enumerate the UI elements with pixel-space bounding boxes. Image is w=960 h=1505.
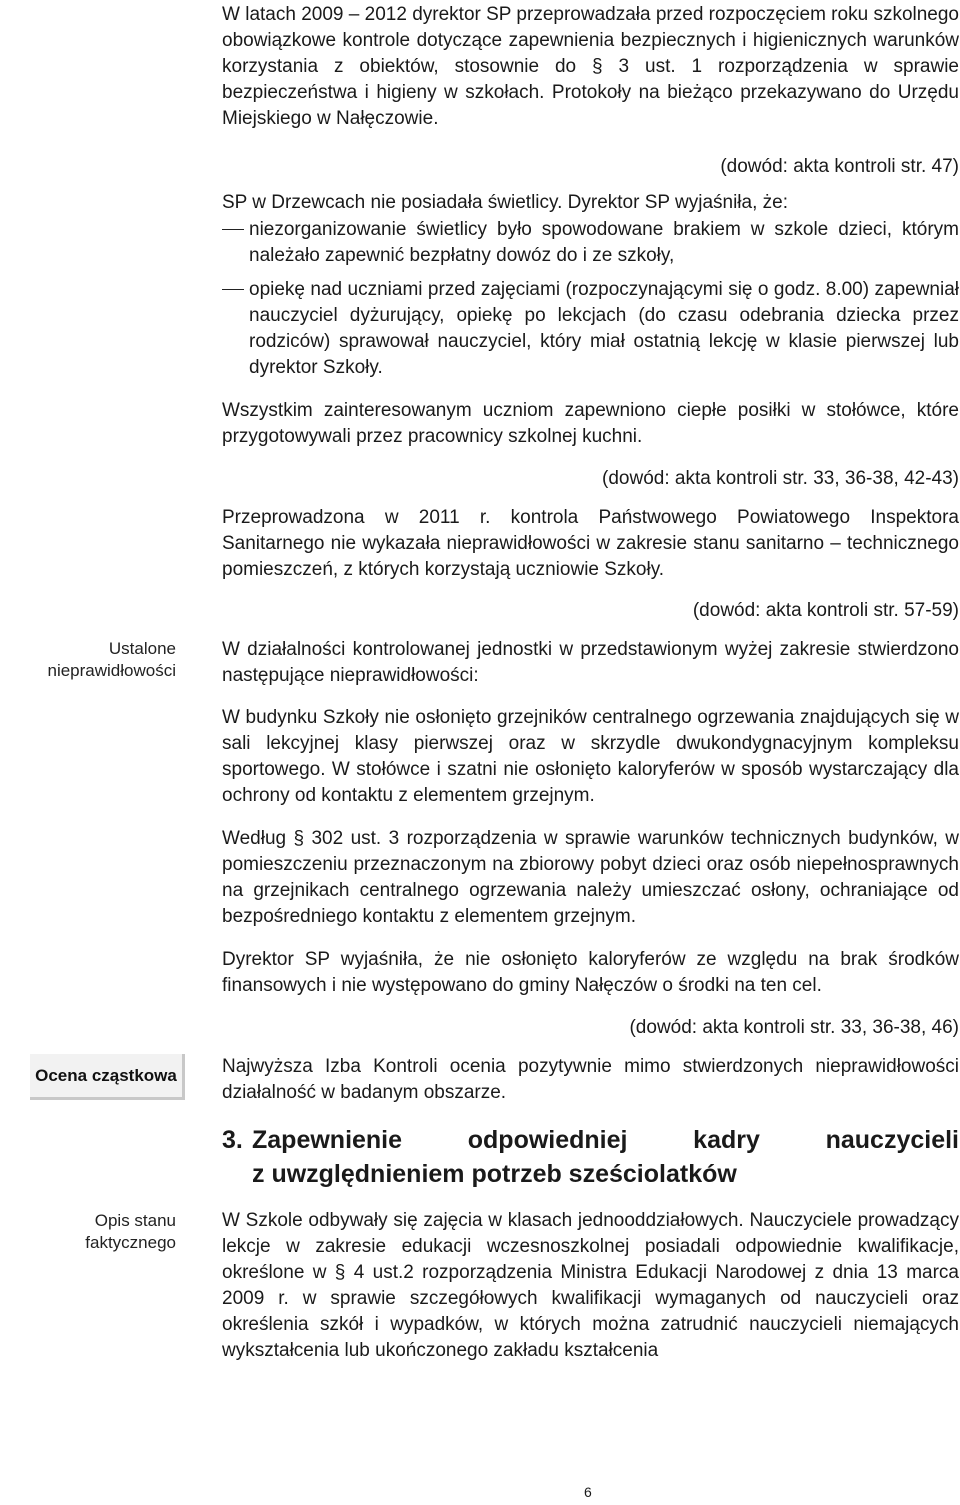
heading-word: kadry — [693, 1126, 760, 1154]
paragraph-director-explanation: Dyrektor SP wyjaśniła, że nie osłonięto kaloryferów ze względu na brak środków finansowych i nie występowano do gminy Nałęczów o środki na ten cel. — [222, 949, 959, 996]
list-item — [222, 277, 959, 381]
section-heading — [222, 1123, 959, 1191]
sidebar-label-description: Opis stanu faktycznego — [85, 1211, 176, 1252]
paragraph-irregularities-intro: W działalności kontrolowanej jednostki w przedstawionym wyżej zakresie stwierdzono następujące nieprawidłowości: — [222, 639, 959, 686]
section-heading-line-2: z uwzględnieniem potrzeb sześciolatków — [252, 1160, 737, 1188]
section-number: 3. — [222, 1126, 243, 1154]
evidence-reference: (dowód: akta kontroli str. 47) — [720, 156, 959, 177]
sidebar-label-findings: Ustalone nieprawidłowości — [47, 639, 176, 680]
list-item-text: niezorganizowanie świetlicy było spowodowane brakiem w szkole dzieci, którym należało zapewnić bezpłatny dowóz do i ze szkoły, — [249, 219, 959, 266]
heading-word: nauczycieli — [825, 1126, 959, 1154]
heading-word: odpowiedniej — [467, 1126, 628, 1154]
sidebar-label-assessment: Ocena cząstkowa — [30, 1054, 185, 1100]
evidence-reference: (dowód: akta kontroli str. 57-59) — [692, 600, 959, 621]
paragraph-inspections: W latach 2009 – 2012 dyrektor SP przeprowadzała przed rozpoczęciem roku szkolnego obowiązkowe kontrole dotyczące zapewnienia bezpiecznych i higienicznych warunków korzystania z obiektów, stosownie do § 3 ust. 1 rozporządzenia w sprawie bezpieczeństwa i higieny w szkołach. Protokoły na bieżąco przekazywano do Urzędu Miejskiego w Nałęczowie. — [222, 4, 959, 129]
paragraph-radiators: W budynku Szkoły nie osłonięto grzejników centralnego ogrzewania znajdujących się w sali lekcyjnej klasy pierwszej oraz w skrzydle dwukondygnacyjnym kompleksu sportowego. W stołówce i szatni nie osłonięto kaloryferów w sposób wystarczający dla ochrony od kontaktu z elementem grzejnym. — [222, 707, 959, 806]
dash-bullet — [222, 289, 244, 290]
paragraph-no-day-room: SP w Drzewcach nie posiadała świetlicy. Dyrektor SP wyjaśniła, że: — [222, 192, 789, 213]
paragraph-meals: Wszystkim zainteresowanym uczniom zapewniono ciepłe posiłki w stołówce, które przygotowywali przez pracownicy szkolnej kuchni. — [222, 400, 959, 447]
list-item — [222, 217, 959, 269]
sidebar — [0, 0, 192, 1505]
page-number: 6 — [584, 1484, 592, 1500]
list-item-text: opiekę nad uczniami przed zajęciami (rozpoczynającymi się o godz. 8.00) zapewniał nauczyciel dyżurujący, opiekę po lekcjach (do czasu odebrania dziecka przez rodziców) sprawował nauczyciel, który miał ostatnią lekcję w klasie pierwszej lub dyrektor Szkoły. — [249, 279, 959, 378]
heading-word: 3. Zapewnienie — [222, 1123, 402, 1157]
paragraph-sanitary-inspection: Przeprowadzona w 2011 r. kontrola Państwowego Powiatowego Inspektora Sanitarnego nie wykazała nieprawidłowości w zakresie stanu sanitarno – technicznego pomieszczeń, z których korzystają uczniowie Szkoły. — [222, 507, 959, 580]
evidence-reference: (dowód: akta kontroli str. 33, 36-38, 42-43) — [602, 468, 959, 489]
paragraph-qualifications: W Szkole odbywały się zajęcia w klasach jednooddziałowych. Nauczyciele prowadzący lekcje w zakresie edukacji wczesnoszkolnej posiadali odpowiednie kwalifikacje, określone w § 4 ust.2 rozporządzenia Ministra Edukacji Narodowej z dnia 13 marca 2009 r. w sprawie szczegółowych kwalifikacji wymaganych od nauczycieli oraz określenia szkół i wypadków, w których można zatrudnić nauczycieli niemających wykształcenia lub ukończonego zakładu kształcenia — [222, 1210, 959, 1361]
evidence-reference: (dowód: akta kontroli str. 33, 36-38, 46) — [629, 1017, 959, 1038]
section-heading-line-1 — [222, 1123, 959, 1157]
dash-bullet — [222, 229, 244, 230]
paragraph-regulation: Według § 302 ust. 3 rozporządzenia w sprawie warunków technicznych budynków, w pomieszczeniu przeznaczonym na zbiorowy pobyt dzieci oraz osób niepełnosprawnych na grzejnikach centralnego ogrzewania należy umieszczać osłony, ochraniające od bezpośredniego kontaktu z elementem grzejnym. — [222, 828, 959, 927]
paragraph-assessment: Najwyższa Izba Kontroli ocenia pozytywnie mimo stwierdzonych nieprawidłowości działalność w badanym obszarze. — [222, 1056, 959, 1103]
